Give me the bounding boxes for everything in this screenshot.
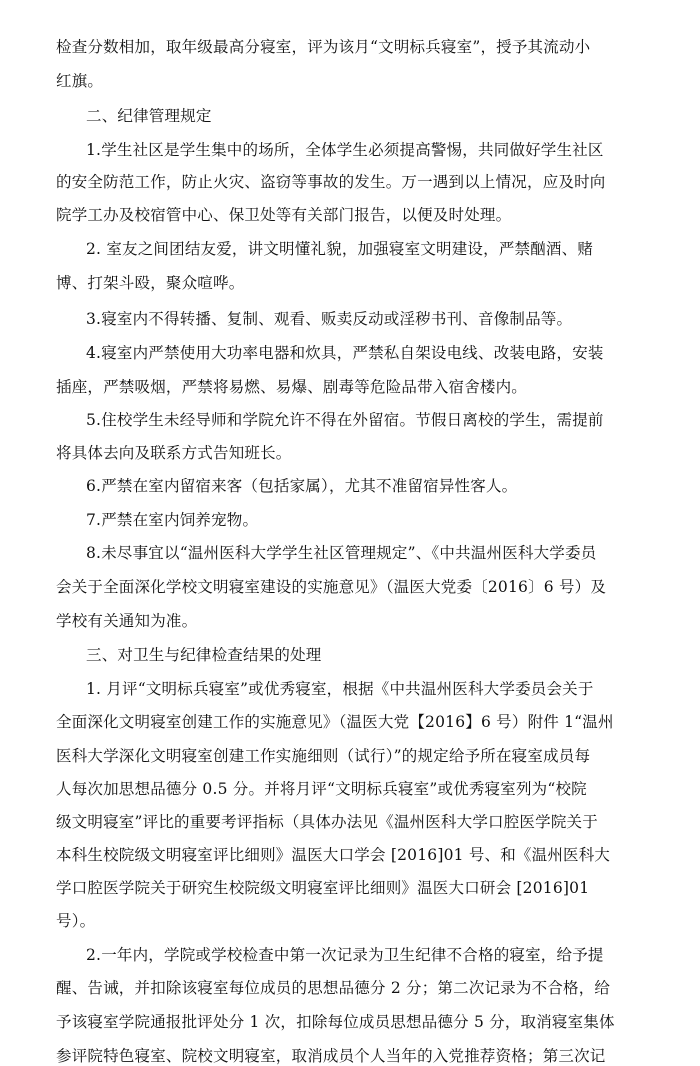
text-line: 红旗。 xyxy=(56,72,104,90)
text-line: 予该寝室学院通报批评处分 1 次，扣除每位成员思想品德分 5 分，取消寝室集体 xyxy=(56,1013,615,1031)
section-heading: 三、对卫生与纪律检查结果的处理 xyxy=(86,646,322,664)
text-line: 会关于全面深化学校文明寝室建设的实施意见》（温医大党委〔2016〕6 号）及 xyxy=(56,578,607,596)
text-line: 医科大学深化文明寝室创建工作实施细则（试行）”的规定给予所在寝室成员每 xyxy=(56,747,591,765)
text-line: 本科生校院级文明寝室评比细则》温医大口学会 [2016]01 号、和《温州医科大 xyxy=(56,846,611,864)
text-line: 级文明寝室”评比的重要考评指标（具体办法见《温州医科大学口腔医学院关于 xyxy=(56,813,598,831)
text-line: 参评院特色寝室、院校文明寝室，取消成员个人当年的入党推荐资格；第三次记 xyxy=(56,1047,606,1065)
text-line: 3.寝室内不得转播、复制、观看、贩卖反动或淫秽书刊、音像制品等。 xyxy=(86,310,573,328)
text-line: 7.严禁在室内饲养宠物。 xyxy=(86,511,259,529)
text-line: 6.严禁在室内留宿来客（包括家属），尤其不准留宿异性客人。 xyxy=(86,477,518,495)
text-line: 号）。 xyxy=(56,912,96,930)
text-line: 将具体去向及联系方式告知班长。 xyxy=(56,444,292,462)
section-heading: 二、纪律管理规定 xyxy=(86,107,212,125)
text-line: 1.学生社区是学生集中的场所，全体学生必须提高警惕，共同做好学生社区 xyxy=(86,141,604,159)
text-line: 学校有关通知为准。 xyxy=(56,612,198,630)
text-line: 人每次加思想品德分 0.5 分。并将月评“文明标兵寝室”或优秀寝室列为“校院 xyxy=(56,780,587,798)
text-line: 5.住校学生未经导师和学院允许不得在外留宿。节假日离校的学生，需提前 xyxy=(86,411,604,429)
text-line: 4.寝室内严禁使用大功率电器和炊具，严禁私自架设电线、改装电路，安装 xyxy=(86,344,604,362)
text-line: 检查分数相加，取年级最高分寝室，评为该月“文明标兵寝室”，授予其流动小 xyxy=(56,38,591,56)
text-line: 插座，严禁吸烟，严禁将易燃、易爆、剧毒等危险品带入宿舍楼内。 xyxy=(56,378,528,396)
text-line: 学口腔医学院关于研究生校院级文明寝室评比细则》温医大口研会 [2016]01 xyxy=(56,879,590,897)
text-line: 2. 室友之间团结友爱，讲文明懂礼貌，加强寝室文明建设，严禁酗酒、赌 xyxy=(86,240,594,258)
text-line: 的安全防范工作，防止火灾、盗窃等事故的发生。万一遇到以上情况，应及时向 xyxy=(56,173,606,191)
text-line: 醒、告诫，并扣除该寝室每位成员的思想品德分 2 分；第二次记录为不合格，给 xyxy=(56,979,611,997)
text-line: 8.未尽事宜以“温州医科大学学生社区管理规定”、《中共温州医科大学委员 xyxy=(86,544,597,562)
text-line: 1. 月评“文明标兵寝室”或优秀寝室，根据《中共温州医科大学委员会关于 xyxy=(86,680,594,698)
text-line: 2.一年内，学院或学校检查中第一次记录为卫生纪律不合格的寝室，给予提 xyxy=(86,946,604,964)
text-line: 博、打架斗殴，聚众喧哗。 xyxy=(56,274,245,292)
text-line: 全面深化文明寝室创建工作的实施意见》（温医大党【2016】6 号）附件 1“温州 xyxy=(56,713,614,731)
text-line: 院学工办及校宿管中心、保卫处等有关部门报告，以便及时处理。 xyxy=(56,206,512,224)
